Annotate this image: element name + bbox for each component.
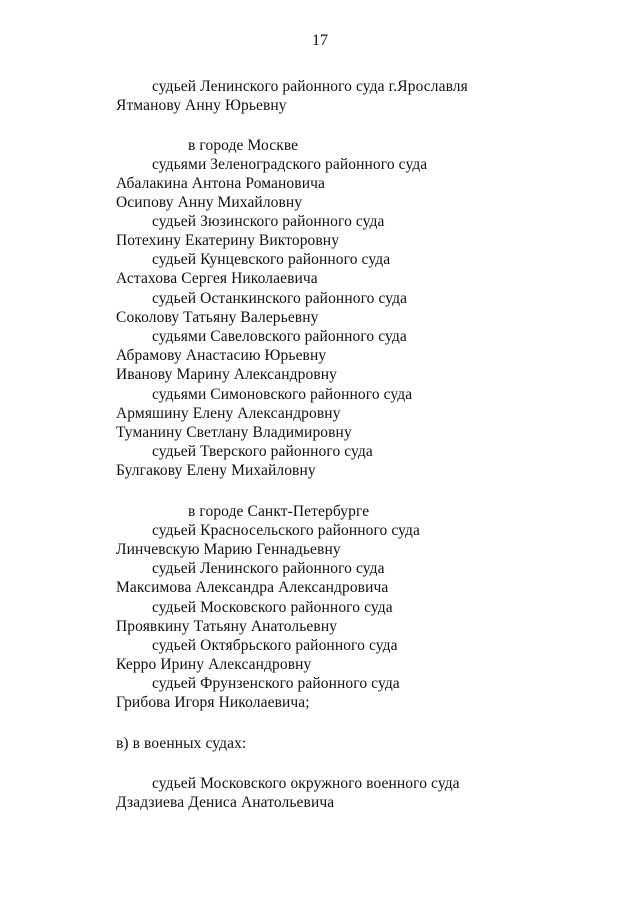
person-name: Максимова Александра Александровича xyxy=(116,579,389,596)
city-heading-spb: в городе Санкт-Петербурге xyxy=(188,503,370,520)
city-heading-moscow: в городе Москве xyxy=(188,137,299,154)
person-name: Абалакина Антона Романовича xyxy=(116,175,325,192)
court-line: судьей Зюзинского районного суда xyxy=(152,213,385,230)
court-line: судьей Красносельского районного суда xyxy=(152,522,420,539)
section-heading-military: в) в военных судах: xyxy=(116,735,247,752)
person-name: Булгакову Елену Михайловну xyxy=(116,462,316,479)
court-line: судьей Останкинского районного суда xyxy=(152,290,408,307)
person-name: Линчевскую Марию Геннадьевну xyxy=(116,541,341,558)
court-line: судьей Московского окружного военного суда xyxy=(152,775,460,792)
court-line: судьей Ленинского районного суда xyxy=(152,560,385,577)
person-name: Грибова Игоря Николаевича; xyxy=(116,694,310,711)
person-name: Иванову Марину Александровну xyxy=(116,366,338,383)
person-name: Соколову Татьяну Валерьевну xyxy=(116,309,319,326)
person-name: Абрамову Анастасию Юрьевну xyxy=(116,347,327,364)
court-line: судьями Симоновского районного суда xyxy=(152,386,413,403)
court-line: судьей Кунцевского районного суда xyxy=(152,251,391,268)
person-name: Армяшину Елену Александровну xyxy=(116,405,341,422)
court-line: судьей Фрунзенского районного суда xyxy=(152,675,400,692)
person-name: Ятманову Анну Юрьевну xyxy=(116,97,287,114)
court-line: судьей Московского районного суда xyxy=(152,599,393,616)
person-name: Керро Ирину Александровну xyxy=(116,656,312,673)
person-name: Астахова Сергея Николаевича xyxy=(116,270,318,287)
court-line: судьями Савеловского районного суда xyxy=(152,328,407,345)
person-name: Дзадзиева Дениса Анатольевича xyxy=(116,794,335,811)
page-number: 17 xyxy=(312,32,328,49)
person-name: Потехину Екатерину Викторовну xyxy=(116,232,340,249)
court-line: судьей Ленинского районного суда г.Ярославля xyxy=(152,78,468,95)
person-name: Проявкину Татьяну Анатольевну xyxy=(116,618,338,635)
court-line: судьями Зеленоградского районного суда xyxy=(152,156,428,173)
person-name: Туманину Светлану Владимировну xyxy=(116,424,352,441)
court-line: судьей Октябрьского районного суда xyxy=(152,637,398,654)
court-line: судьей Тверского районного суда xyxy=(152,443,373,460)
person-name: Осипову Анну Михайловну xyxy=(116,194,303,211)
